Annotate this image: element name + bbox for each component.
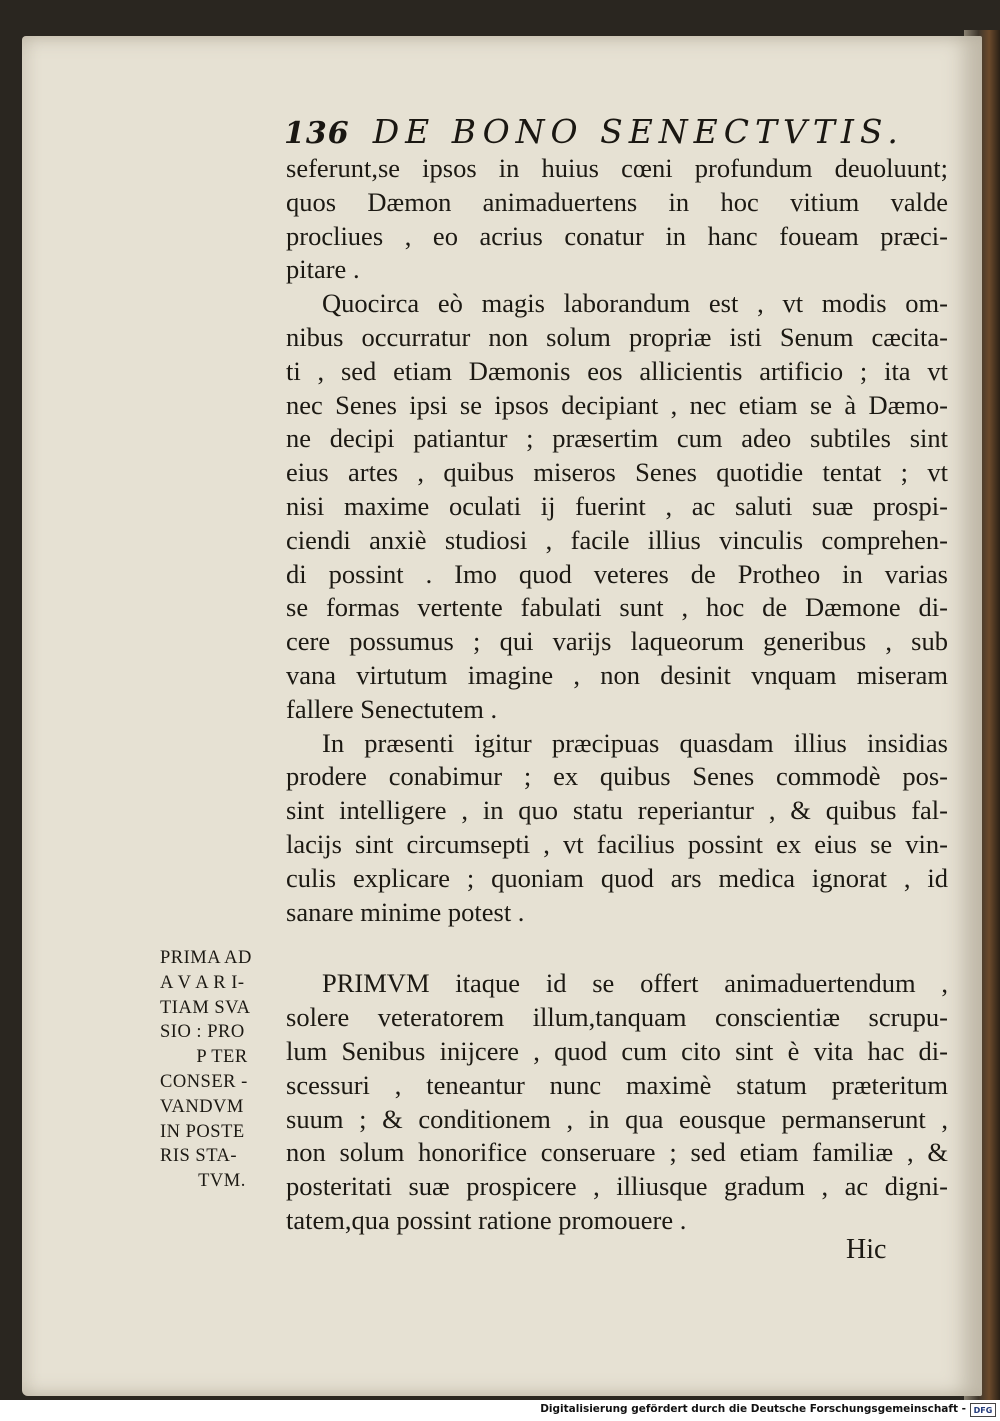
text-line: pitare . xyxy=(286,254,360,285)
paragraph-start-line: Quocirca eò magis laborandum est , vt modis om- xyxy=(322,288,948,319)
text-line: seferunt,se ipsos in huius cœni profundum deuoluunt; xyxy=(286,153,948,183)
paragraph-gap xyxy=(286,929,948,967)
marginal-note-line: IN POSTE xyxy=(160,1121,245,1142)
page-number: 136 xyxy=(284,116,350,151)
marginal-note-line: PRIMA AD xyxy=(160,948,252,968)
marginal-note-line: RIS STA- xyxy=(160,1146,238,1167)
text-line: sanare minime potest . xyxy=(286,896,525,927)
dfg-logo-icon: DFG xyxy=(970,1403,996,1417)
text-line: nibus occurratur non solum propriæ isti Senum cæcita- xyxy=(286,321,948,352)
text-line: eius artes , quibus miseros Senes quotidie tentat ; vt xyxy=(286,457,948,488)
text-line: solere veteratorem illum,tanquam conscientiæ scrupu- xyxy=(286,1002,948,1033)
marginal-note-line: P TER xyxy=(196,1047,248,1068)
funding-credit: Digitalisierung gefördert durch die Deutsche Forschungsgemeinschaft - xyxy=(540,1403,966,1415)
text-line: fallere Senectutem . xyxy=(286,693,498,724)
text-line: ciendi anxiè studiosi , facile illius vinculis comprehen- xyxy=(286,524,948,555)
catchword: Hic xyxy=(846,1234,887,1265)
digitization-footer xyxy=(0,1400,1000,1421)
text-line: posteritati suæ prospicere , illiusque gradum , ac digni- xyxy=(286,1171,948,1202)
paragraph-start-line: In præsenti igitur præcipuas quasdam illius insidias xyxy=(322,727,948,758)
text-line: tatem,qua possint ratione promouere . xyxy=(286,1204,687,1235)
marginal-note-line: VANDVM xyxy=(160,1096,244,1117)
paragraph-start-line: PRIMVM itaque id se offert animaduertendum , xyxy=(322,968,948,999)
text-line: sint intelligere , in quo statu reperiantur , & quibus fal- xyxy=(286,795,948,826)
text-line: ti , sed etiam Dæmonis eos allicientis artificio ; ita vt xyxy=(286,355,948,386)
text-line: nec Senes ipsi se ipsos decipiant , nec etiam se à Dæmo- xyxy=(286,389,948,420)
text-line: scessuri , teneantur nunc maximè statum præteritum xyxy=(286,1069,948,1100)
marginal-note-line: TVM. xyxy=(198,1171,246,1192)
text-line: lacijs sint circumsepti , vt facilius possint ex eius se vin- xyxy=(286,828,948,859)
main-text-block xyxy=(286,152,948,1238)
text-line: prodere conabimur ; ex quibus Senes commodè pos- xyxy=(286,761,948,792)
text-line: vana virtutum imagine , non desinit vnquam miseram xyxy=(286,659,948,690)
text-line: nisi maxime oculati ij fuerint , ac saluti suæ prospi- xyxy=(286,490,948,521)
text-line: lum Senibus inijcere , quod cum cito sint è vita hac di- xyxy=(286,1035,948,1066)
text-line: non solum honorifice conseruare ; sed etiam familiæ , & xyxy=(286,1137,948,1168)
marginal-note-line: SIO : PRO xyxy=(160,1022,245,1043)
marginal-note-line: CONSER - xyxy=(160,1071,248,1092)
text-line: quos Dæmon animaduertens in hoc vitium valde xyxy=(286,186,948,217)
text-line: suum ; & conditionem , in qua eousque permanserunt , xyxy=(286,1103,948,1134)
text-line: procliues , eo acrius conatur in hanc foueam præci- xyxy=(286,220,948,251)
marginal-note-line: TIAM SVA xyxy=(160,997,251,1018)
text-line: ne decipi patiantur ; præsertim cum adeo subtiles sint xyxy=(286,423,948,454)
running-title: DE BONO SENECTVTIS. xyxy=(372,112,904,151)
running-header xyxy=(284,112,944,151)
text-line: se formas vertente fabulati sunt , hoc de Dæmone di- xyxy=(286,592,948,623)
marginal-note xyxy=(160,946,284,1194)
marginal-note-line: A V A R I- xyxy=(160,972,245,993)
text-line: cere possumus ; qui varijs laqueorum generibus , sub xyxy=(286,626,948,657)
text-line: culis explicare ; quoniam quod ars medica ignorat , id xyxy=(286,862,948,893)
text-line: di possint . Imo quod veteres de Protheo in varias xyxy=(286,558,948,589)
